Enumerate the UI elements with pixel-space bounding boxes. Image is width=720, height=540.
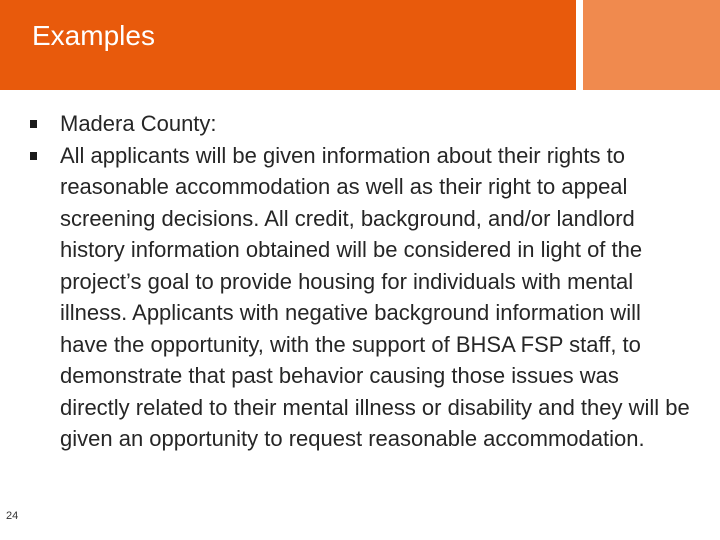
title-divider [576,0,583,90]
bullet-item-policy [30,140,690,455]
slide-title: Examples [32,20,155,51]
square-bullet-icon [30,120,37,128]
title-bar [0,0,576,90]
slide-number: 24 [6,510,19,522]
accent-block [583,0,720,90]
square-bullet-icon [30,152,37,160]
bullet-text: All applicants will be given information about their rights to reasonable accommodation as well as their right to appeal screening decisions. All credit, background, and/or landlord history information obtained will be considered in light of the project’s goal to provide housing for individuals with mental illness. Applicants with negative background information will have the opportunity, with the support of BHSA FSP staff, to demonstrate that past behavior causing those issues was directly related to their mental illness or disability and they will be given an opportunity to request reasonable accommodation. [60,142,690,451]
bullet-text: Madera County: [60,111,217,136]
bullet-list [30,108,690,455]
bullet-item-county [30,108,690,140]
